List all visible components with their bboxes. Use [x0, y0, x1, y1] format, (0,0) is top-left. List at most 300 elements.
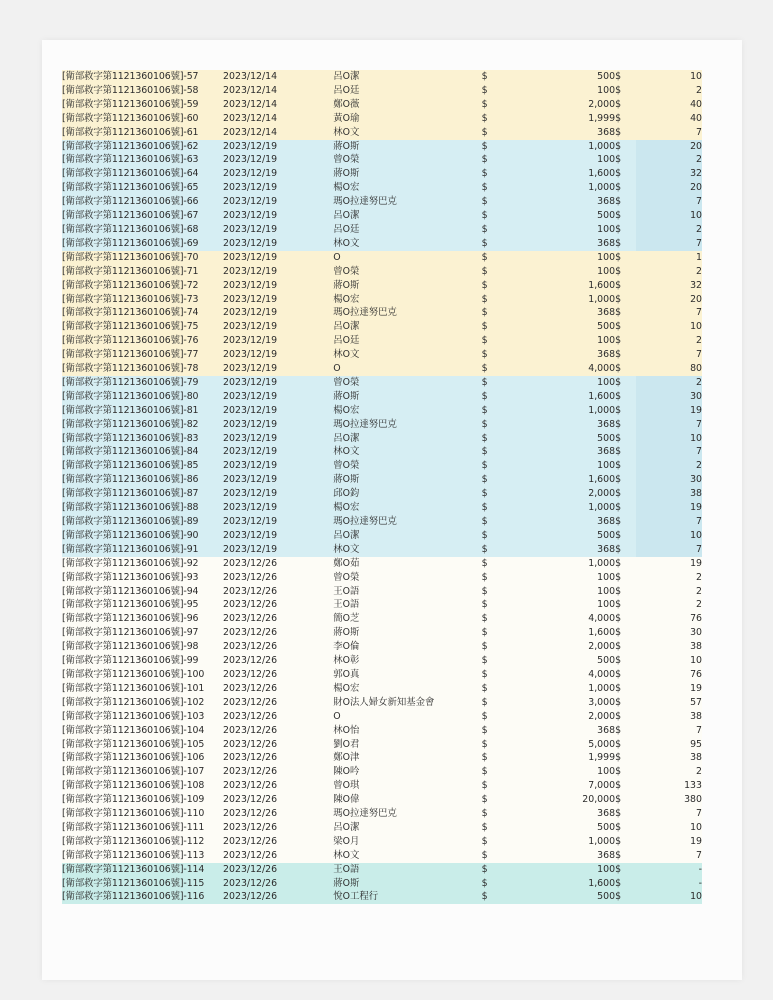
points-cell: 32: [636, 279, 702, 293]
points-cell: 30: [636, 390, 702, 404]
currency-symbol-cell: $: [482, 84, 556, 98]
table-row: [62, 140, 702, 154]
amount-cell: 100: [556, 571, 615, 585]
donor-name-cell: 楊O宏: [333, 682, 481, 696]
donor-name-cell: 瑪O拉達努巴克: [333, 306, 481, 320]
amount-cell: 500: [556, 821, 615, 835]
date-cell: 2023/12/26: [223, 626, 333, 640]
approval-code-cell: [衛部救字第1121360106號]-114: [62, 863, 223, 877]
points-cell: 32: [636, 167, 702, 181]
donor-name-cell: 王O語: [333, 598, 481, 612]
table-row: [62, 710, 702, 724]
amount-cell: 2,000: [556, 640, 615, 654]
date-cell: 2023/12/26: [223, 682, 333, 696]
currency-symbol-cell: $: [615, 209, 636, 223]
amount-cell: 1,000: [556, 293, 615, 307]
table-row: [62, 585, 702, 599]
points-cell: 380: [636, 793, 702, 807]
currency-symbol-cell: $: [615, 473, 636, 487]
date-cell: 2023/12/19: [223, 334, 333, 348]
date-cell: 2023/12/26: [223, 640, 333, 654]
currency-symbol-cell: $: [615, 543, 636, 557]
amount-cell: 368: [556, 445, 615, 459]
points-cell: 19: [636, 501, 702, 515]
amount-cell: 1,000: [556, 181, 615, 195]
approval-code-cell: [衛部救字第1121360106號]-99: [62, 654, 223, 668]
donor-name-cell: 王O語: [333, 863, 481, 877]
currency-symbol-cell: $: [615, 877, 636, 891]
approval-code-cell: [衛部救字第1121360106號]-93: [62, 571, 223, 585]
date-cell: 2023/12/26: [223, 849, 333, 863]
amount-cell: 100: [556, 251, 615, 265]
amount-cell: 368: [556, 418, 615, 432]
table-row: [62, 390, 702, 404]
approval-code-cell: [衛部救字第1121360106號]-77: [62, 348, 223, 362]
approval-code-cell: [衛部救字第1121360106號]-69: [62, 237, 223, 251]
points-cell: 38: [636, 487, 702, 501]
points-cell: 7: [636, 237, 702, 251]
points-cell: 2: [636, 334, 702, 348]
points-cell: 19: [636, 404, 702, 418]
currency-symbol-cell: $: [615, 738, 636, 752]
date-cell: 2023/12/19: [223, 501, 333, 515]
table-row: [62, 84, 702, 98]
approval-code-cell: [衛部救字第1121360106號]-84: [62, 445, 223, 459]
amount-cell: 100: [556, 223, 615, 237]
currency-symbol-cell: $: [482, 432, 556, 446]
currency-symbol-cell: $: [615, 793, 636, 807]
currency-symbol-cell: $: [482, 376, 556, 390]
currency-symbol-cell: $: [615, 306, 636, 320]
currency-symbol-cell: $: [615, 251, 636, 265]
amount-cell: 500: [556, 70, 615, 84]
date-cell: 2023/12/19: [223, 306, 333, 320]
table-row: [62, 515, 702, 529]
approval-code-cell: [衛部救字第1121360106號]-115: [62, 877, 223, 891]
donor-name-cell: O: [333, 710, 481, 724]
points-cell: 7: [636, 418, 702, 432]
table-row: [62, 251, 702, 265]
amount-cell: 368: [556, 348, 615, 362]
approval-code-cell: [衛部救字第1121360106號]-110: [62, 807, 223, 821]
currency-symbol-cell: $: [615, 112, 636, 126]
donor-name-cell: 楊O宏: [333, 404, 481, 418]
approval-code-cell: [衛部救字第1121360106號]-65: [62, 181, 223, 195]
table-row: [62, 418, 702, 432]
amount-cell: 368: [556, 195, 615, 209]
points-cell: 10: [636, 432, 702, 446]
donor-name-cell: 林O文: [333, 445, 481, 459]
currency-symbol-cell: $: [615, 487, 636, 501]
amount-cell: 500: [556, 432, 615, 446]
amount-cell: 368: [556, 543, 615, 557]
points-cell: 10: [636, 821, 702, 835]
date-cell: 2023/12/26: [223, 765, 333, 779]
currency-symbol-cell: $: [482, 251, 556, 265]
currency-symbol-cell: $: [615, 765, 636, 779]
date-cell: 2023/12/26: [223, 751, 333, 765]
currency-symbol-cell: $: [482, 279, 556, 293]
table-row: [62, 181, 702, 195]
currency-symbol-cell: $: [615, 181, 636, 195]
donor-name-cell: 曾O榮: [333, 153, 481, 167]
currency-symbol-cell: $: [615, 835, 636, 849]
table-row: [62, 571, 702, 585]
points-cell: 7: [636, 306, 702, 320]
table-row: [62, 293, 702, 307]
table-row: [62, 807, 702, 821]
approval-code-cell: [衛部救字第1121360106號]-94: [62, 585, 223, 599]
currency-symbol-cell: $: [482, 140, 556, 154]
currency-symbol-cell: $: [615, 459, 636, 473]
points-cell: 2: [636, 459, 702, 473]
currency-symbol-cell: $: [615, 849, 636, 863]
currency-symbol-cell: $: [615, 418, 636, 432]
date-cell: 2023/12/19: [223, 181, 333, 195]
table-row: [62, 557, 702, 571]
donor-name-cell: 簡O芝: [333, 612, 481, 626]
date-cell: 2023/12/19: [223, 432, 333, 446]
table-row: [62, 306, 702, 320]
approval-code-cell: [衛部救字第1121360106號]-91: [62, 543, 223, 557]
points-cell: 2: [636, 153, 702, 167]
date-cell: 2023/12/26: [223, 779, 333, 793]
currency-symbol-cell: $: [482, 501, 556, 515]
date-cell: 2023/12/26: [223, 863, 333, 877]
donor-name-cell: 瑪O拉達努巴克: [333, 195, 481, 209]
currency-symbol-cell: $: [482, 585, 556, 599]
date-cell: 2023/12/26: [223, 821, 333, 835]
currency-symbol-cell: $: [615, 279, 636, 293]
currency-symbol-cell: $: [482, 612, 556, 626]
amount-cell: 4,000: [556, 668, 615, 682]
currency-symbol-cell: $: [482, 598, 556, 612]
currency-symbol-cell: $: [615, 626, 636, 640]
currency-symbol-cell: $: [482, 821, 556, 835]
currency-symbol-cell: $: [482, 849, 556, 863]
currency-symbol-cell: $: [615, 140, 636, 154]
amount-cell: 1,999: [556, 112, 615, 126]
points-cell: 20: [636, 181, 702, 195]
donor-name-cell: 林O文: [333, 543, 481, 557]
points-cell: 7: [636, 445, 702, 459]
approval-code-cell: [衛部救字第1121360106號]-96: [62, 612, 223, 626]
table-row: [62, 696, 702, 710]
currency-symbol-cell: $: [482, 181, 556, 195]
date-cell: 2023/12/19: [223, 223, 333, 237]
approval-code-cell: [衛部救字第1121360106號]-67: [62, 209, 223, 223]
donor-name-cell: 黃O瑜: [333, 112, 481, 126]
currency-symbol-cell: $: [615, 557, 636, 571]
points-cell: 10: [636, 529, 702, 543]
amount-cell: 368: [556, 237, 615, 251]
currency-symbol-cell: $: [482, 306, 556, 320]
date-cell: 2023/12/19: [223, 543, 333, 557]
date-cell: 2023/12/26: [223, 807, 333, 821]
currency-symbol-cell: $: [615, 807, 636, 821]
table-row: [62, 195, 702, 209]
currency-symbol-cell: $: [615, 710, 636, 724]
currency-symbol-cell: $: [615, 585, 636, 599]
points-cell: 2: [636, 598, 702, 612]
donor-name-cell: 鄭O茹: [333, 557, 481, 571]
date-cell: 2023/12/26: [223, 793, 333, 807]
date-cell: 2023/12/19: [223, 418, 333, 432]
table-row: [62, 473, 702, 487]
amount-cell: 100: [556, 585, 615, 599]
currency-symbol-cell: $: [615, 153, 636, 167]
approval-code-cell: [衛部救字第1121360106號]-63: [62, 153, 223, 167]
approval-code-cell: [衛部救字第1121360106號]-105: [62, 738, 223, 752]
approval-code-cell: [衛部救字第1121360106號]-74: [62, 306, 223, 320]
approval-code-cell: [衛部救字第1121360106號]-73: [62, 293, 223, 307]
date-cell: 2023/12/19: [223, 390, 333, 404]
donor-name-cell: 呂O潔: [333, 70, 481, 84]
donor-name-cell: 蔣O斯: [333, 877, 481, 891]
currency-symbol-cell: $: [482, 668, 556, 682]
points-cell: 20: [636, 293, 702, 307]
points-cell: 19: [636, 557, 702, 571]
table-row: [62, 668, 702, 682]
currency-symbol-cell: $: [482, 557, 556, 571]
points-cell: 2: [636, 265, 702, 279]
currency-symbol-cell: $: [615, 432, 636, 446]
currency-symbol-cell: $: [615, 126, 636, 140]
date-cell: 2023/12/19: [223, 473, 333, 487]
points-cell: 40: [636, 112, 702, 126]
donor-name-cell: 陳O吟: [333, 765, 481, 779]
donor-name-cell: 蔣O斯: [333, 140, 481, 154]
approval-code-cell: [衛部救字第1121360106號]-82: [62, 418, 223, 432]
date-cell: 2023/12/26: [223, 890, 333, 904]
table-row: [62, 793, 702, 807]
approval-code-cell: [衛部救字第1121360106號]-78: [62, 362, 223, 376]
currency-symbol-cell: $: [482, 404, 556, 418]
amount-cell: 100: [556, 153, 615, 167]
table-row: [62, 153, 702, 167]
date-cell: 2023/12/19: [223, 293, 333, 307]
currency-symbol-cell: $: [615, 223, 636, 237]
date-cell: 2023/12/26: [223, 612, 333, 626]
table-row: [62, 348, 702, 362]
table-row: [62, 112, 702, 126]
donor-name-cell: 蔣O斯: [333, 167, 481, 181]
currency-symbol-cell: $: [482, 223, 556, 237]
points-cell: 1: [636, 251, 702, 265]
date-cell: 2023/12/19: [223, 529, 333, 543]
donor-name-cell: 財O法人婦女新知基金會: [333, 696, 481, 710]
date-cell: 2023/12/26: [223, 877, 333, 891]
approval-code-cell: [衛部救字第1121360106號]-62: [62, 140, 223, 154]
amount-cell: 500: [556, 890, 615, 904]
points-cell: 10: [636, 890, 702, 904]
approval-code-cell: [衛部救字第1121360106號]-58: [62, 84, 223, 98]
table-row: [62, 682, 702, 696]
currency-symbol-cell: $: [615, 668, 636, 682]
approval-code-cell: [衛部救字第1121360106號]-61: [62, 126, 223, 140]
currency-symbol-cell: $: [482, 112, 556, 126]
points-cell: 20: [636, 140, 702, 154]
amount-cell: 20,000: [556, 793, 615, 807]
donor-name-cell: 李O倫: [333, 640, 481, 654]
date-cell: 2023/12/26: [223, 571, 333, 585]
table-row: [62, 320, 702, 334]
amount-cell: 100: [556, 376, 615, 390]
points-cell: 10: [636, 320, 702, 334]
currency-symbol-cell: $: [482, 348, 556, 362]
table-row: [62, 501, 702, 515]
date-cell: 2023/12/26: [223, 738, 333, 752]
approval-code-cell: [衛部救字第1121360106號]-90: [62, 529, 223, 543]
currency-symbol-cell: $: [615, 890, 636, 904]
table-row: [62, 751, 702, 765]
currency-symbol-cell: $: [482, 320, 556, 334]
amount-cell: 368: [556, 515, 615, 529]
amount-cell: 1,000: [556, 557, 615, 571]
points-cell: 7: [636, 543, 702, 557]
currency-symbol-cell: $: [482, 70, 556, 84]
table-row: [62, 223, 702, 237]
points-cell: 19: [636, 682, 702, 696]
date-cell: 2023/12/19: [223, 140, 333, 154]
points-cell: 10: [636, 654, 702, 668]
donor-name-cell: 楊O宏: [333, 293, 481, 307]
donor-name-cell: 陳O偉: [333, 793, 481, 807]
approval-code-cell: [衛部救字第1121360106號]-108: [62, 779, 223, 793]
currency-symbol-cell: $: [615, 167, 636, 181]
amount-cell: 368: [556, 126, 615, 140]
approval-code-cell: [衛部救字第1121360106號]-68: [62, 223, 223, 237]
approval-code-cell: [衛部救字第1121360106號]-100: [62, 668, 223, 682]
currency-symbol-cell: $: [615, 515, 636, 529]
currency-symbol-cell: $: [615, 348, 636, 362]
currency-symbol-cell: $: [482, 738, 556, 752]
currency-symbol-cell: $: [615, 84, 636, 98]
donor-name-cell: 蔣O斯: [333, 390, 481, 404]
points-cell: 80: [636, 362, 702, 376]
currency-symbol-cell: $: [615, 863, 636, 877]
donor-name-cell: 邱O鈞: [333, 487, 481, 501]
table-row: [62, 877, 702, 891]
approval-code-cell: [衛部救字第1121360106號]-76: [62, 334, 223, 348]
currency-symbol-cell: $: [482, 710, 556, 724]
date-cell: 2023/12/19: [223, 237, 333, 251]
donor-name-cell: 呂O廷: [333, 84, 481, 98]
points-cell: 2: [636, 223, 702, 237]
currency-symbol-cell: $: [615, 376, 636, 390]
currency-symbol-cell: $: [482, 98, 556, 112]
table-row: [62, 640, 702, 654]
approval-code-cell: [衛部救字第1121360106號]-79: [62, 376, 223, 390]
date-cell: 2023/12/26: [223, 710, 333, 724]
approval-code-cell: [衛部救字第1121360106號]-66: [62, 195, 223, 209]
donor-name-cell: 曾O榮: [333, 459, 481, 473]
points-cell: 7: [636, 724, 702, 738]
donor-name-cell: 呂O潔: [333, 821, 481, 835]
date-cell: 2023/12/19: [223, 265, 333, 279]
points-cell: 30: [636, 473, 702, 487]
donor-name-cell: 林O文: [333, 849, 481, 863]
currency-symbol-cell: $: [615, 195, 636, 209]
amount-cell: 368: [556, 724, 615, 738]
date-cell: 2023/12/26: [223, 696, 333, 710]
currency-symbol-cell: $: [482, 724, 556, 738]
table-row: [62, 445, 702, 459]
table-row: [62, 167, 702, 181]
donor-name-cell: 鄭O薇: [333, 98, 481, 112]
amount-cell: 2,000: [556, 487, 615, 501]
table-row: [62, 98, 702, 112]
amount-cell: 368: [556, 807, 615, 821]
table-row: [62, 626, 702, 640]
amount-cell: 100: [556, 265, 615, 279]
points-cell: 38: [636, 710, 702, 724]
donor-name-cell: 郭O真: [333, 668, 481, 682]
donor-name-cell: 呂O潔: [333, 209, 481, 223]
table-row: [62, 779, 702, 793]
amount-cell: 100: [556, 334, 615, 348]
approval-code-cell: [衛部救字第1121360106號]-70: [62, 251, 223, 265]
amount-cell: 1,600: [556, 167, 615, 181]
currency-symbol-cell: $: [482, 863, 556, 877]
amount-cell: 1,600: [556, 877, 615, 891]
points-cell: 7: [636, 515, 702, 529]
table-row: [62, 209, 702, 223]
amount-cell: 1,600: [556, 473, 615, 487]
points-cell: 38: [636, 751, 702, 765]
amount-cell: 368: [556, 306, 615, 320]
approval-code-cell: [衛部救字第1121360106號]-109: [62, 793, 223, 807]
amount-cell: 100: [556, 84, 615, 98]
points-cell: 38: [636, 640, 702, 654]
table-row: [62, 487, 702, 501]
donor-name-cell: 瑪O拉達努巴克: [333, 418, 481, 432]
date-cell: 2023/12/14: [223, 84, 333, 98]
points-cell: 76: [636, 612, 702, 626]
currency-symbol-cell: $: [615, 724, 636, 738]
table-row: [62, 279, 702, 293]
donor-name-cell: 蔣O斯: [333, 473, 481, 487]
amount-cell: 100: [556, 765, 615, 779]
table-row: [62, 265, 702, 279]
currency-symbol-cell: $: [615, 390, 636, 404]
points-cell: 10: [636, 209, 702, 223]
date-cell: 2023/12/19: [223, 320, 333, 334]
currency-symbol-cell: $: [482, 293, 556, 307]
approval-code-cell: [衛部救字第1121360106號]-72: [62, 279, 223, 293]
date-cell: 2023/12/26: [223, 654, 333, 668]
currency-symbol-cell: $: [615, 696, 636, 710]
currency-symbol-cell: $: [482, 779, 556, 793]
currency-symbol-cell: $: [615, 362, 636, 376]
approval-code-cell: [衛部救字第1121360106號]-87: [62, 487, 223, 501]
points-cell: 2: [636, 84, 702, 98]
currency-symbol-cell: $: [615, 445, 636, 459]
date-cell: 2023/12/19: [223, 376, 333, 390]
date-cell: 2023/12/26: [223, 724, 333, 738]
donor-name-cell: 林O文: [333, 126, 481, 140]
approval-code-cell: [衛部救字第1121360106號]-59: [62, 98, 223, 112]
currency-symbol-cell: $: [482, 835, 556, 849]
date-cell: 2023/12/19: [223, 404, 333, 418]
donor-name-cell: 瑪O拉達努巴克: [333, 807, 481, 821]
date-cell: 2023/12/19: [223, 195, 333, 209]
currency-symbol-cell: $: [615, 293, 636, 307]
date-cell: 2023/12/19: [223, 348, 333, 362]
table-row: [62, 724, 702, 738]
date-cell: 2023/12/19: [223, 487, 333, 501]
currency-symbol-cell: $: [615, 571, 636, 585]
